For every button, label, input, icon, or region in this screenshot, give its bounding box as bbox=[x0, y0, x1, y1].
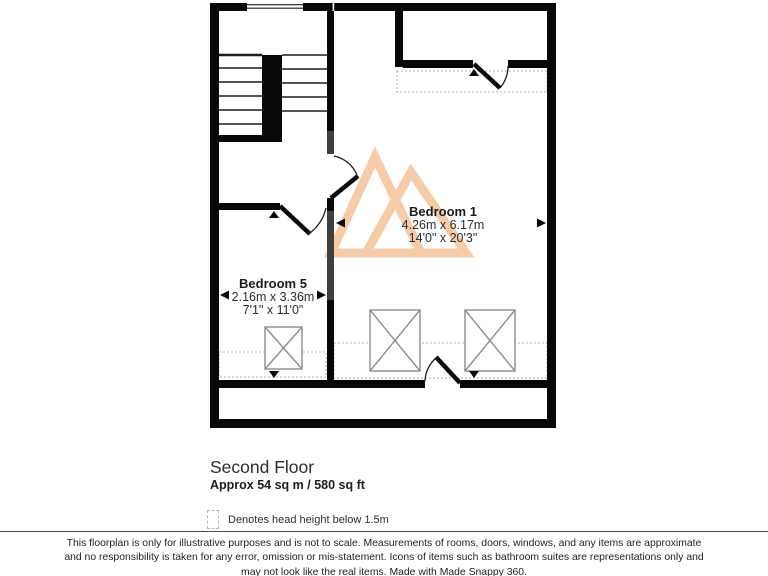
room-dimension-imperial: 7'1" x 11'0" bbox=[242, 303, 304, 317]
footer-line: and no responsibility is taken for any error, omission or mis-statement. Icons of items such as bathroom suites are representations only and bbox=[64, 552, 704, 564]
wall-center-upper bbox=[327, 11, 334, 131]
wall-bottom-outer bbox=[210, 419, 556, 428]
door-eaves bbox=[425, 357, 460, 383]
skylight-icon bbox=[265, 327, 302, 369]
dimension-arrow-right-icon bbox=[537, 219, 546, 228]
wall-store-bottom-right bbox=[508, 60, 547, 68]
dimension-arrow-left-icon bbox=[220, 291, 229, 300]
staircase bbox=[218, 55, 327, 142]
floor-area: Approx 54 sq m / 580 sq ft bbox=[210, 478, 365, 492]
legend-label: Denotes head height below 1.5m bbox=[228, 513, 389, 526]
wall-center-stub bbox=[327, 198, 334, 211]
skylights bbox=[265, 310, 515, 371]
window-icon bbox=[247, 3, 303, 11]
skylight-icon bbox=[370, 310, 420, 371]
wall-joint-gap bbox=[333, 3, 335, 11]
wall-bedroom5-top bbox=[219, 203, 280, 210]
wall-store-bottom-left bbox=[403, 60, 473, 68]
footer-line: may not look like the real items. Made with Made Snappy 360. bbox=[241, 566, 527, 576]
door-bedroom5 bbox=[280, 206, 326, 234]
wall-bottom-inner-right bbox=[460, 380, 547, 388]
skylight-icon bbox=[465, 310, 515, 371]
room-label: Bedroom 1 bbox=[409, 204, 477, 219]
wall-right bbox=[547, 3, 556, 428]
marker-down-icon bbox=[469, 371, 479, 378]
floor-title: Second Floor bbox=[210, 457, 315, 477]
dimension-arrow-right-icon bbox=[317, 291, 326, 300]
legend bbox=[207, 510, 389, 529]
wall-center-low-a bbox=[327, 131, 334, 154]
stair-divider-wall bbox=[262, 55, 282, 138]
wall-bottom-inner-left bbox=[219, 380, 425, 388]
door-store bbox=[474, 64, 508, 88]
wall-center-low-b bbox=[327, 211, 334, 300]
wall-store-left bbox=[395, 3, 403, 67]
door-bedroom1 bbox=[331, 156, 358, 198]
room-dimension-metric: 2.16m x 3.36m bbox=[231, 290, 315, 304]
room-labels bbox=[232, 204, 485, 317]
stair-bottom-wall bbox=[218, 135, 282, 142]
footer-line: This floorplan is only for illustrative purposes and is not to scale. Measurements of rooms, doors, windows, and any items are approximate bbox=[66, 538, 702, 549]
head-height-swatch-icon bbox=[207, 510, 219, 529]
room-dimension-metric: 4.26m x 6.17m bbox=[401, 218, 485, 232]
footer-disclaimer bbox=[0, 531, 768, 576]
room-label: Bedroom 5 bbox=[239, 276, 307, 291]
room-dimension-imperial: 14'0" x 20'3" bbox=[408, 231, 478, 245]
wall-left bbox=[210, 3, 219, 428]
marker-up-icon bbox=[269, 211, 279, 218]
wall-center-lower bbox=[327, 300, 334, 388]
